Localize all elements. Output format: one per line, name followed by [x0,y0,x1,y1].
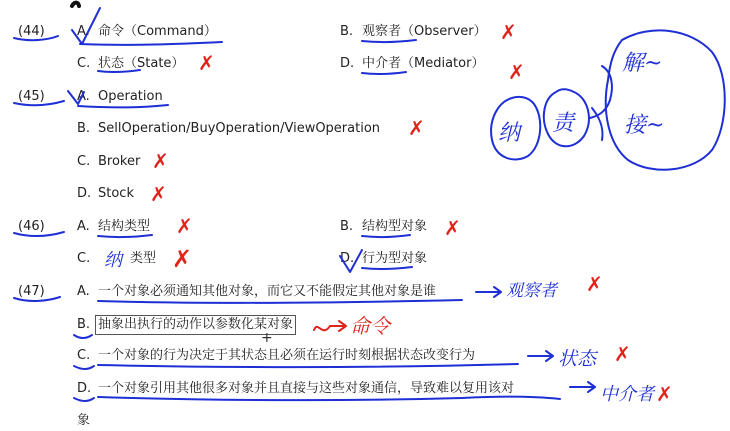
q47-option-d-text: 一个对象引用其他很多对象并且直接与这些对象通信，导致难以复用该对 [98,381,515,396]
bubble-right-note-2: 接~ [624,113,665,138]
bubble-right-note-1: 解~ [622,51,663,76]
q46-option-b-text: 结构型对象 [362,219,428,234]
q45c-cross-mark: ✗ [152,149,169,173]
q47b-handwritten-note: 命令 [350,314,390,338]
q47a-cross-mark: ✗ [586,272,603,296]
question-46-number: (46) [18,219,45,234]
q47-option-c-text: 一个对象的行为决定于其状态且必须在运行时刻根据状态改变行为 [98,348,476,363]
q47-option-b-letter: B. [77,317,91,332]
q45-option-c-letter: C. [77,154,91,169]
question-45-number: (45) [18,89,45,104]
q45-option-d-text: Stock [98,186,134,201]
q44-option-d-text: 中介者（Mediator） [362,56,485,71]
q47-option-d-continuation: 象 [77,413,91,428]
q44-option-b-letter: B. [340,24,354,39]
bubble-left-note-2: 责 [552,111,575,136]
bubble-left-note-1: 纳 [498,121,521,146]
q45-option-b-letter: B. [77,121,91,136]
q46-option-a-letter: A. [77,219,90,234]
q46c-handwritten-prefix: 纳 [104,250,122,271]
q46c-cross-mark: ✗ [172,245,193,273]
q47-option-c-letter: C. [77,348,91,363]
q45b-cross-mark: ✗ [408,116,425,140]
q47d-cross-mark: ✗ [656,382,673,406]
q47c-handwritten-note: 状态 [558,348,597,370]
question-47-number: (47) [18,284,45,299]
q45-option-a-letter: A. [77,89,90,104]
q47a-handwritten-note: 观察者 [506,281,557,301]
q47-option-a-letter: A. [77,284,90,299]
q46-option-d-text: 行为型对象 [362,251,428,266]
q46b-cross-mark: ✗ [444,216,461,240]
q46-option-a-text: 结构类型 [98,219,151,234]
q44-option-a-letter: A. [77,24,90,39]
q47-option-d-letter: D. [77,381,92,396]
q46-option-d-letter: D. [340,251,355,266]
q44b-cross-mark: ✗ [500,20,517,44]
q46-option-c-letter: C. [77,251,91,266]
q45-option-a-text: Operation [98,89,163,104]
q44-option-a-text: 命令（Command） [98,24,217,39]
q46-option-c-text: 类型 [130,251,157,266]
q47d-handwritten-note: 中介者 [600,384,654,405]
q44d-cross-mark: ✗ [508,60,525,84]
q44c-cross-mark: ✗ [198,51,215,75]
q47c-cross-mark: ✗ [614,342,631,366]
question-44-number: (44) [18,24,45,39]
q46-option-b-letter: B. [340,219,354,234]
q44-option-c-text: 状态（State） [98,56,185,71]
q45-option-b-text: SellOperation/BuyOperation/ViewOperation [98,121,381,136]
q47-option-b-text: 抽象出执行的动作以参数化某对象 [98,317,294,332]
q45-option-d-letter: D. [77,186,92,201]
q44-option-b-text: 观察者（Observer） [362,24,487,39]
text-cursor-icon: + [261,330,273,346]
q44-option-d-letter: D. [340,56,355,71]
q47-option-a-text: 一个对象必须通知其他对象，而它又不能假定其他对象是谁 [98,284,437,299]
q44-option-c-letter: C. [77,56,91,71]
q45d-cross-mark: ✗ [150,182,167,206]
q46a-cross-mark: ✗ [176,214,193,238]
q45-option-c-text: Broker [98,154,141,169]
